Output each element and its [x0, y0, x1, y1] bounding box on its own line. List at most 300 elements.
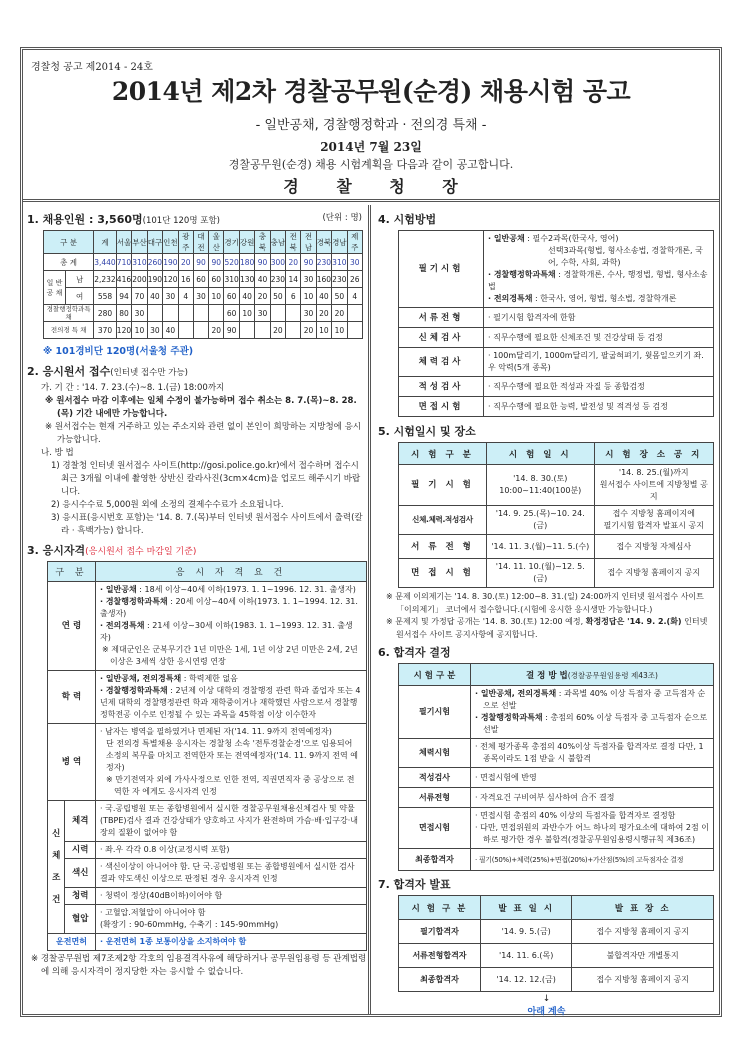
table-cell: 20 [209, 322, 224, 339]
table-cell [239, 322, 254, 339]
age-label: 연 령 [48, 582, 96, 671]
pass-decision-table [398, 663, 714, 871]
column-header: 충남 [270, 231, 285, 254]
schedule-category: 신체.체력.적성검사 [399, 506, 487, 535]
decision-category: 면접시험 [399, 808, 471, 849]
table-cell: 40 [255, 271, 270, 288]
column-header: 울산 [209, 231, 224, 254]
eligibility-row-military [48, 724, 367, 801]
exam-method-row [399, 377, 714, 397]
announce-place: 불합격자만 개별통지 [572, 944, 714, 968]
decision-category: 적성검사 [399, 768, 471, 788]
body-content: · 색신이상이 아니어야 함. 단 국.공립병원 또는 종합병원에서 실시한 검사결과 약도색신 이상으로 판정된 경우 응시자격 인정 [96, 859, 367, 888]
column-header: 대구 [147, 231, 162, 254]
notice-document [20, 47, 722, 1017]
table-cell: 558 [94, 288, 116, 305]
table-cell: 20 [178, 254, 193, 271]
table-cell: 20 [286, 254, 301, 271]
row-label: 경찰행정학과특채 [44, 305, 94, 322]
section3-title: 3. 응시자격 [27, 544, 86, 557]
line [475, 792, 709, 804]
table-row [44, 254, 363, 271]
announce-category: 서류전형합격자 [399, 944, 481, 968]
body-content: · 청력이 정상(40dB이하)이어야 함 [96, 888, 367, 905]
table-cell: 50 [270, 288, 285, 305]
line-text: 선택3과목(형법, 형사소송법, 경찰학개론, 국어, 수학, 사회, 과학) [548, 246, 703, 267]
table-cell: 190 [163, 254, 178, 271]
column-header: 경기 [224, 231, 239, 254]
line-bold: · 경찰행정학과특채 [100, 686, 168, 695]
exam-method-content [484, 231, 714, 308]
table-cell: 30 [301, 305, 316, 322]
table-cell: 16 [178, 271, 193, 288]
table-cell: 20 [270, 322, 285, 339]
section1-title: 1. 채용인원 : 3,560명 [27, 213, 143, 226]
body-content: · 국.공립병원 또는 종합병원에서 실시한 경찰공무원채용신체검사 및 약물(TBPE)검사 결과 건강상태가 양호하고 사지가 완전하며 가슴·배·입구강·내장의 질환이 없어야 함 [96, 801, 367, 842]
table-cell: 6 [286, 288, 301, 305]
table-row [44, 288, 363, 305]
row-label: 남 [66, 271, 94, 288]
column-header: 전북 [286, 231, 301, 254]
announce-place: 접수 지방청 홈페이지 공지 [572, 968, 714, 992]
schedule-date: '14. 11. 10.(월)~12. 5.(금) [487, 559, 595, 588]
eligibility-footnote: ※ 경찰공무원법 제7조제2항 각호의 임용결격사유에 해당하거나 공무원임용령 등 관계법령에 의해 응시자격이 정지당한 자는 응시할 수 없습니다. [31, 954, 367, 977]
column-header: 계 [94, 231, 116, 254]
table-cell: 14 [286, 271, 301, 288]
exam-method-row [399, 328, 714, 348]
license-label: 운전면허 [48, 934, 96, 951]
line [475, 854, 709, 866]
eligibility-row-body [48, 905, 367, 934]
table-cell: 120 [116, 322, 131, 339]
column-header: 경남 [332, 231, 347, 254]
table-cell: 90 [301, 254, 316, 271]
line [475, 772, 709, 784]
exam-method-label: 적성검사 [399, 377, 484, 397]
notice-subtitle: - 일반공채, 경찰행정학과 · 전의경 특채 - [255, 118, 487, 133]
announce-date: '14. 11. 6.(목) [481, 944, 572, 968]
line [475, 688, 709, 712]
schedule-note-2 [384, 616, 715, 641]
eligibility-row-body [48, 801, 367, 842]
table-cell: 310 [224, 271, 239, 288]
eligibility-row-age [48, 582, 367, 671]
section1-heading [27, 211, 368, 227]
announce-category: 필기합격자 [399, 920, 481, 944]
table-cell [255, 322, 270, 339]
table-cell: 3,440 [94, 254, 116, 271]
row-label: 총 계 [44, 254, 94, 271]
row-group-label: 일 반 공 채 [44, 271, 66, 305]
line [488, 269, 709, 293]
decision-category: 최종합격자 [399, 849, 471, 871]
table-cell [270, 305, 285, 322]
table-cell: 130 [239, 271, 254, 288]
decision-row [399, 808, 714, 849]
decision-category: 서류전형 [399, 788, 471, 808]
table-cell: 60 [209, 271, 224, 288]
schedule-date: '14. 9. 25.(목)~10. 24.(금) [487, 506, 595, 535]
line-bold: · 경찰행정학과특채 [100, 597, 168, 606]
schedule-category: 서 류 전 형 [399, 535, 487, 559]
line [488, 293, 709, 305]
table-row [44, 271, 363, 288]
table-cell: 370 [94, 322, 116, 339]
line [475, 822, 709, 846]
table-cell: 60 [224, 288, 239, 305]
schedule-row [399, 465, 714, 506]
section2-subtitle: (인터넷 접수만 가능) [110, 368, 188, 378]
schedule-place: 접수 지방청 홈페이지 공지 [594, 559, 713, 588]
exam-method-label: 신체검사 [399, 328, 484, 348]
line-text: · 면접시험에 반영 [475, 772, 537, 782]
exam-method-row [399, 231, 714, 308]
column-header: 경북 [316, 231, 331, 254]
eligibility-row-education [48, 671, 367, 724]
table-cell: 230 [270, 271, 285, 288]
schedule-row [399, 535, 714, 559]
exam-method-label: 면접시험 [399, 397, 484, 417]
table-cell: 416 [116, 271, 131, 288]
table-cell: 40 [147, 288, 162, 305]
table-cell: 230 [316, 254, 331, 271]
exam-method-row [399, 348, 714, 377]
line [475, 741, 709, 765]
license-content: · 운전면허 1종 보통이상을 소지하여야 함 [96, 934, 367, 951]
line-text: · 100m달리기, 1000m달리기, 팔굽혀펴기, 윗몸일으키기 좌.우 악력(5개 종목) [488, 351, 704, 372]
left-column [23, 205, 371, 1014]
line-bold: · 전의경특채 [100, 621, 145, 630]
eligibility-header-category: 구 분 [48, 562, 96, 582]
table-cell: 2,232 [94, 271, 116, 288]
table-cell: 90 [209, 254, 224, 271]
unit-label: (단위 : 명) [322, 213, 362, 223]
table-cell: 50 [332, 288, 347, 305]
table-cell: 10 [316, 322, 331, 339]
table-cell: 60 [193, 271, 208, 288]
eligibility-header-requirements: 응 시 자 격 요 건 [96, 562, 367, 582]
military-line-2: 단 전의경 특별채용 응시자는 경찰청 소속 '전투경찰순경'으로 임용되어 소정의 복무를 마치고 전역한자 또는 전역예정자('14. 11. 9까지 전역 예정자) [106, 739, 358, 772]
table-cell: 120 [163, 271, 178, 288]
table-cell: 260 [147, 254, 162, 271]
table-cell: 10 [332, 322, 347, 339]
schedule-header-place: 시 험 장 소 공 지 [594, 443, 713, 465]
table-cell: 20 [316, 305, 331, 322]
table-cell: 10 [239, 305, 254, 322]
line-text: · 면접시험 총점의 40% 이상의 득점자를 합격자로 결정함 [475, 811, 676, 820]
decision-content [471, 808, 714, 849]
exam-method-label: 체력검사 [399, 348, 484, 377]
section2-title: 2. 응시원서 접수 [27, 365, 111, 378]
line [488, 245, 709, 269]
table-cell: 10 [301, 288, 316, 305]
decision-content [471, 768, 714, 788]
body-content: · 좌.우 각각 0.8 이상(교정시력 포함) [96, 842, 367, 859]
application-note-1: ※ 원서접수 마감 이후에는 일체 수정이 불가능하며 접수 취소는 8. 7.(목)~8. 28.(목) 기간 내에만 가능합니다. [45, 396, 357, 419]
age-content [96, 582, 367, 671]
row-label: 전의경 특 채 [44, 322, 94, 339]
eligibility-row-body [48, 888, 367, 905]
section7-title: 7. 합격자 발표 [378, 878, 451, 891]
schedule-header-category: 시 험 구 분 [399, 443, 487, 465]
age-note: ※ 제대군인은 군복무기간 1년 미만은 1세, 1년 이상 2년 미만은 2세, 2년 이상은 3세씩 상한 응시연령 연장 [102, 645, 358, 666]
decision-header-method [471, 664, 714, 686]
announce-date: '14. 9. 5.(금) [481, 920, 572, 944]
line-text: : 21세 이상~30세 이하(1983. 1. 1~1993. 12. 31. 출생자) [100, 621, 353, 642]
schedule-date: '14. 8. 30.(토) 10:00~11:40(100분) [487, 465, 595, 506]
table-cell: 200 [132, 271, 147, 288]
line-bold: · 일반공채, 전의경특채 [100, 674, 182, 683]
table-cell: 4 [178, 288, 193, 305]
exam-schedule-table [398, 442, 714, 588]
exam-method-content [484, 308, 714, 328]
announcement-row [399, 944, 714, 968]
line [475, 810, 709, 822]
schedule-category: 필 기 시 험 [399, 465, 487, 506]
line-text: · 전체 평가종목 총점의 40%이상 득점자를 합격자로 결정 다만, 1종목이라도 1점 받을 시 불합격 [475, 742, 704, 763]
table-cell: 60 [224, 305, 239, 322]
line-text: : 18세 이상~40세 이하(1973. 1. 1~1996. 12. 31. 출생자) [136, 585, 356, 594]
application-method-3: 3) 응시표(응시번호 포함)는 '14. 8. 7.(목)부터 인터넷 원서접수 사이트에서 출력(칼라 · 흑백가능) 합니다. [51, 513, 363, 536]
announce-header-category: 시 험 구 분 [399, 896, 481, 920]
announce-category: 최종합격자 [399, 968, 481, 992]
table-cell: 30 [147, 322, 162, 339]
row-label: 여 [66, 288, 94, 305]
eligibility-row-body [48, 842, 367, 859]
decision-content [471, 686, 714, 739]
military-label: 병 역 [48, 724, 96, 801]
section2-heading [27, 363, 368, 379]
column-header: 대전 [193, 231, 208, 254]
decision-category: 체력시험 [399, 739, 471, 768]
table-cell [163, 305, 178, 322]
line [488, 332, 709, 344]
military-content [96, 724, 367, 801]
line [488, 381, 709, 393]
table-cell: 90 [255, 254, 270, 271]
body-sub-label: 청력 [65, 888, 96, 905]
schedule-note-2-text: ※ 문제지 및 가정답 공개는 '14. 8. 30.(토) 12:00 예정, [386, 617, 586, 626]
decision-content [471, 849, 714, 871]
line-bold: · 일반공채 [488, 234, 525, 243]
table-cell [193, 305, 208, 322]
table-cell: 80 [116, 305, 131, 322]
table-cell: 710 [116, 254, 131, 271]
column-header: 구 분 [44, 231, 94, 254]
line [488, 312, 709, 324]
exam-method-row [399, 397, 714, 417]
exam-method-label: 서류전형 [399, 308, 484, 328]
line-text: : 2년제 이상 대학의 경찰행정 관련 학과 졸업자 또는 4년제 대학의 경찰행정관련 학과 재학중이거나 재학했던 사람으로서 경찰행정학전공 이수로 인정될 수 있는 과목을 45학점 이상 이수한자 [100, 686, 361, 719]
body-sub-label: 색신 [65, 859, 96, 888]
table-cell [147, 305, 162, 322]
line-bold: · 일반공채, 전의경특채 [475, 689, 557, 698]
table-cell: 30 [132, 305, 147, 322]
military-note: ※ 만기전역자 외에 가사사정으로 인한 전역, 직권면직자 중 공상으로 전역한 자 에게도 응시자격 인정 [106, 775, 355, 796]
application-method-1: 1) 경찰청 인터넷 원서접수 사이트(http://gosi.police.go.kr)에서 접수하며 접수시 최근 3개월 이내에 촬영한 상반신 칼라사진(3cm×4cm)을 업로드 해주시기 바랍니다. [51, 461, 361, 497]
line-text: : 총점의 60% 이상 득점자 중 고득점자 순으로 선발 [483, 713, 708, 734]
schedule-date: '14. 11. 3.(월)~11. 5.(수) [487, 535, 595, 559]
schedule-header-date: 시 험 일 시 [487, 443, 595, 465]
schedule-row [399, 559, 714, 588]
table-cell [286, 322, 301, 339]
column-header: 충북 [255, 231, 270, 254]
announce-header-place: 발 표 장 소 [572, 896, 714, 920]
section1-subtitle: (101단 120명 포함) [142, 216, 220, 226]
column-header: 서울 [116, 231, 131, 254]
eligibility-row-license [48, 934, 367, 951]
table-cell: 310 [132, 254, 147, 271]
line-text: : 한국사, 영어, 형법, 형소법, 경찰학개론 [532, 294, 677, 303]
military-line-1: · 남자는 병역을 필하였거나 면제된 자('14. 11. 9까지 전역예정자) [100, 727, 332, 736]
line-text: · 필기시험 합격자에 한함 [488, 312, 576, 322]
decision-content [471, 739, 714, 768]
recruitment-table [43, 230, 363, 339]
table-cell: 190 [147, 271, 162, 288]
line-text: · 직무수행에 필요한 능력, 발전성 및 적격성 등 검정 [488, 401, 668, 411]
announce-header-date: 발 표 일 시 [481, 896, 572, 920]
section4-title: 4. 시험방법 [378, 213, 437, 226]
notice-date: 2014년 7월 23일 [320, 140, 422, 154]
schedule-notes [384, 591, 715, 641]
schedule-place: 접수 지방청 홈페이지에 필기시험 합격자 발표시 공지 [594, 506, 713, 535]
exam-method-content [484, 377, 714, 397]
line [100, 620, 362, 644]
down-arrow-icon: ↓ [542, 994, 551, 1004]
section1-note: ※ 101경비단 120명(서울청 주관) [43, 346, 194, 357]
table-cell: 10 [209, 288, 224, 305]
table-cell: 20 [301, 322, 316, 339]
notice-title: 2014년 제2차 경찰공무원(순경) 채용시험 공고 [111, 77, 631, 106]
line-bold: · 일반공채 [100, 585, 137, 594]
application-period: 가. 기 간 : '14. 7. 23.(수)~8. 1.(금) 18:00까지 [41, 383, 225, 393]
line-text: : 과목별 40% 이상 득점자 중 고득점자 순으로 선발 [483, 689, 706, 710]
line [488, 233, 709, 245]
table-cell [347, 322, 362, 339]
line-text: : 경찰학개론, 수사, 행정법, 형법, 형사소송법 [488, 270, 708, 291]
table-cell [286, 305, 301, 322]
announcement-table [398, 895, 714, 992]
eligibility-table [47, 561, 367, 951]
table-cell: 70 [132, 288, 147, 305]
announcement-row [399, 968, 714, 992]
decision-row [399, 849, 714, 871]
line-text: · 다만, 면접위원의 과반수가 어느 하나의 평가요소에 대하여 2점 이하로 평가한 경우 불합격(경찰공무원임용령시행규칙 제36조) [475, 823, 709, 844]
table-cell: 280 [94, 305, 116, 322]
line-bold: · 경찰행정학과특채 [488, 270, 556, 279]
table-cell: 310 [332, 254, 347, 271]
line-bold: · 경찰행정학과특채 [475, 713, 543, 722]
line-text: : 필수2과목(한국사, 영어) [524, 234, 619, 243]
section5-title: 5. 시험일시 및 장소 [378, 425, 476, 438]
line [100, 584, 362, 596]
column-header: 제주 [347, 231, 362, 254]
application-note-2: ※ 원서접수는 현재 거주하고 있는 주소지와 관련 없이 본인이 희망하는 지방청에 응시 가능합니다. [45, 422, 362, 445]
column-header: 전남 [301, 231, 316, 254]
table-cell [178, 322, 193, 339]
line [100, 596, 362, 620]
section3-subtitle: (응시원서 접수 마감일 기준) [85, 547, 197, 557]
schedule-place: '14. 8. 25.(월)까지 원서접수 사이트에 지방청별 공지 [594, 465, 713, 506]
table-cell: 94 [116, 288, 131, 305]
table-cell: 30 [301, 271, 316, 288]
schedule-category: 면 접 시 험 [399, 559, 487, 588]
decision-row [399, 739, 714, 768]
line-text: · 직무수행에 필요한 신체조건 및 건강상태 등 검정 [488, 332, 663, 342]
education-content [96, 671, 367, 724]
table-cell: 10 [132, 322, 147, 339]
exam-method-table [398, 230, 714, 417]
decision-row [399, 686, 714, 739]
table-cell: 30 [255, 305, 270, 322]
education-label: 학 력 [48, 671, 96, 724]
line [488, 401, 709, 413]
section6-title: 6. 합격자 결정 [378, 646, 451, 659]
table-cell [209, 305, 224, 322]
table-cell: 20 [332, 305, 347, 322]
decision-row [399, 788, 714, 808]
schedule-place: 접수 지방청 자체심사 [594, 535, 713, 559]
exam-method-row [399, 308, 714, 328]
continued-text: 아래 계속 [527, 1007, 566, 1017]
notice-intro: 경찰공무원(순경) 채용 시험계획을 다음과 같이 공고합니다. [228, 158, 514, 171]
table-cell: 160 [316, 271, 331, 288]
body-group-label: 신 체 조 건 [48, 801, 65, 934]
decision-header-sub: (경찰공무원임용령 제43조) [567, 670, 658, 680]
schedule-row [399, 506, 714, 535]
column-header: 인천 [163, 231, 178, 254]
table-row [44, 322, 363, 339]
exam-method-content [484, 348, 714, 377]
line [488, 350, 709, 374]
table-cell: 90 [193, 254, 208, 271]
exam-method-label: 필기시험 [399, 231, 484, 308]
table-cell [178, 305, 193, 322]
final-answer-date: 확정정답은 '14. 9. 2.(화) [585, 617, 682, 626]
body-content: · 고혈압.저혈압이 아니어야 함 (확장기 : 90-60mmHg, 수축기 : 145-90mmHg) [96, 905, 367, 934]
table-cell: 520 [224, 254, 239, 271]
schedule-note-2-tail: 인터넷 원서접수 사이트 공지사항에 공지합니다. [396, 617, 708, 639]
line-text: · 직무수행에 필요한 적성과 자질 등 종합검정 [488, 381, 645, 391]
table-cell [347, 305, 362, 322]
table-cell: 30 [347, 254, 362, 271]
section3-heading [27, 542, 368, 558]
table-cell: 300 [270, 254, 285, 271]
line [475, 712, 709, 736]
application-method-label: 나. 방 법 [41, 448, 74, 458]
table-cell: 40 [163, 322, 178, 339]
line-text: : 20세 이상~40세 이하(1973. 1. 1~1994. 12. 31.출생자) [100, 597, 358, 618]
eligibility-row-body [48, 859, 367, 888]
document-number: 경찰청 공고 제2014 - 24호 [31, 62, 153, 73]
announce-date: '14. 12. 12.(금) [481, 968, 572, 992]
announcement-row [399, 920, 714, 944]
decision-content [471, 788, 714, 808]
decision-row [399, 768, 714, 788]
line [100, 685, 362, 721]
table-cell: 180 [239, 254, 254, 271]
body-sub-label: 체격 [65, 801, 96, 842]
table-cell: 30 [163, 288, 178, 305]
table-cell [193, 322, 208, 339]
continued-notice [378, 994, 715, 1017]
line-text: · 필기(50%)+체력(25%)+면접(20%)+가산점(5%)의 고득점자순 결정 [475, 855, 684, 864]
schedule-note-1: ※ 문제 이의제기는 '14. 8. 30.(토) 12:00~8. 31.(일) 24:00까지 인터넷 원서접수 사이트 「이의제기」 코너에서 접수합니다.(시험에 응시한 응시생만 가능합니다.) [386, 592, 704, 614]
line-bold: · 전의경특채 [488, 294, 533, 303]
table-cell: 20 [255, 288, 270, 305]
recruitment-table-header [44, 231, 363, 254]
table-cell: 4 [347, 288, 362, 305]
